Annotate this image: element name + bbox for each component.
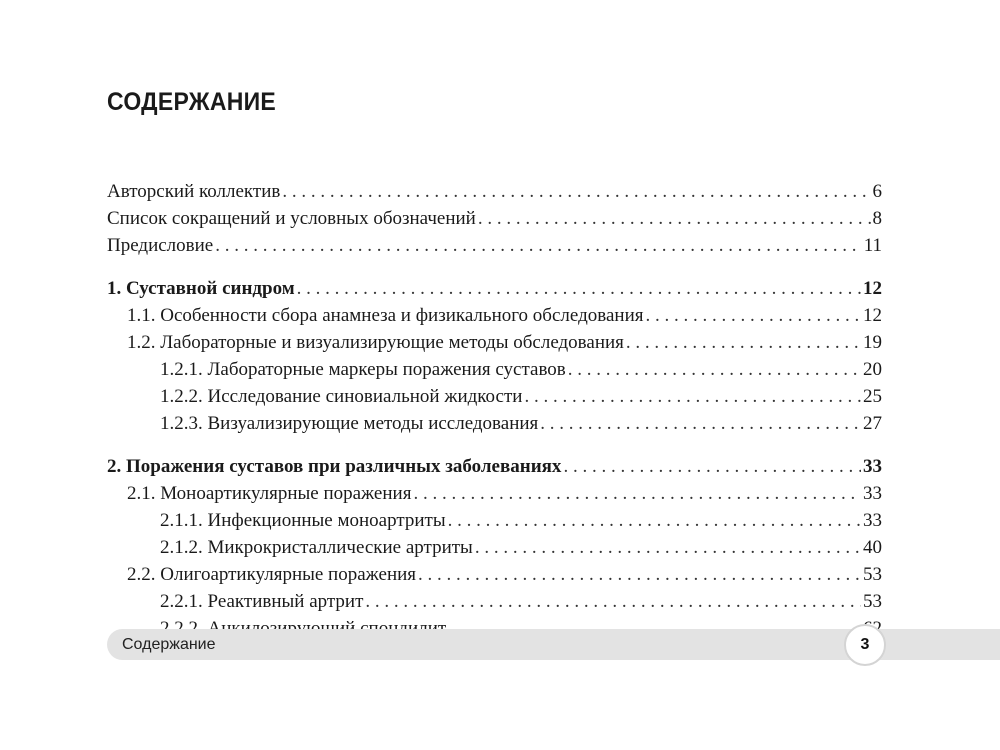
- toc-entry-title: 1.2. Лабораторные и визуализирующие методы обследования: [127, 332, 624, 353]
- toc-entry-page: 11: [863, 235, 882, 256]
- toc-entry-page: 8: [872, 208, 882, 229]
- toc-entry-title: 1.2.2. Исследование синовиальной жидкости: [160, 386, 523, 407]
- toc-entry-title: 1.2.1. Лабораторные маркеры поражения суставов: [160, 359, 566, 380]
- toc-dot-leader: [478, 205, 871, 232]
- toc-entry[interactable]: [107, 561, 882, 588]
- toc-entry[interactable]: [107, 275, 882, 302]
- toc-dot-leader: [365, 588, 861, 615]
- toc-entry[interactable]: [107, 356, 882, 383]
- toc-entry-title: 1.1. Особенности сбора анамнеза и физикального обследования: [127, 305, 644, 326]
- toc-entry-title: 2.2.1. Реактивный артрит: [160, 591, 364, 612]
- toc-dot-leader: [215, 232, 861, 259]
- toc-entry-title: 2.1.2. Микрокристаллические артриты: [160, 537, 473, 558]
- toc-entry-title: 2.1. Моноартикулярные поражения: [127, 483, 412, 504]
- table-of-contents: [107, 178, 882, 642]
- toc-entry-page: 27: [863, 413, 882, 434]
- toc-entry[interactable]: [107, 329, 882, 356]
- toc-entry-title: Предисловие: [107, 235, 214, 256]
- toc-entry[interactable]: [107, 588, 882, 615]
- toc-dot-leader: [297, 275, 861, 302]
- toc-entry-title: Список сокращений и условных обозначений: [107, 208, 476, 229]
- toc-entry[interactable]: [107, 383, 882, 410]
- toc-dot-leader: [418, 561, 861, 588]
- toc-dot-leader: [568, 356, 861, 383]
- toc-section-gap: [107, 259, 882, 275]
- toc-entry-page: 40: [863, 537, 882, 558]
- toc-entry-page: 20: [863, 359, 882, 380]
- toc-dot-leader: [626, 329, 861, 356]
- toc-entry-page: 53: [863, 564, 882, 585]
- page-number-badge: 3: [844, 624, 886, 666]
- toc-entry-title: 2. Поражения суставов при различных заболеваниях: [107, 456, 562, 477]
- toc-entry-page: 53: [863, 591, 882, 612]
- toc-entry[interactable]: [107, 205, 882, 232]
- toc-entry-title: 1. Суставной синдром: [107, 278, 295, 299]
- toc-entry-page: 12: [863, 278, 882, 299]
- toc-entry-title: 2.2. Олигоартикулярные поражения: [127, 564, 417, 585]
- toc-dot-leader: [448, 507, 861, 534]
- toc-entry[interactable]: [107, 453, 882, 480]
- toc-dot-leader: [475, 534, 861, 561]
- toc-entry[interactable]: [107, 302, 882, 329]
- toc-section-gap: [107, 437, 882, 453]
- toc-entry[interactable]: [107, 410, 882, 437]
- toc-dot-leader: [563, 453, 861, 480]
- toc-dot-leader: [540, 410, 861, 437]
- toc-entry[interactable]: [107, 178, 882, 205]
- toc-entry-page: 25: [863, 386, 882, 407]
- toc-entry-page: 12: [863, 305, 882, 326]
- toc-entry-title: Авторский коллектив: [107, 181, 281, 202]
- toc-entry-page: 6: [872, 181, 882, 202]
- toc-entry[interactable]: [107, 534, 882, 561]
- toc-dot-leader: [645, 302, 861, 329]
- toc-entry[interactable]: [107, 232, 882, 259]
- toc-entry-page: 33: [863, 456, 882, 477]
- toc-dot-leader: [524, 383, 861, 410]
- toc-entry-title: 1.2.3. Визуализирующие методы исследования: [160, 413, 539, 434]
- toc-entry[interactable]: [107, 480, 882, 507]
- footer-label: Содержание: [122, 636, 216, 653]
- toc-dot-leader: [282, 178, 870, 205]
- toc-entry-page: 19: [863, 332, 882, 353]
- toc-entry-page: 33: [863, 510, 882, 531]
- toc-entry-title: 2.1.1. Инфекционные моноартриты: [160, 510, 446, 531]
- toc-entry-page: 33: [863, 483, 882, 504]
- toc-entry[interactable]: [107, 507, 882, 534]
- toc-dot-leader: [413, 480, 861, 507]
- page-title: СОДЕРЖАНИЕ: [107, 88, 277, 116]
